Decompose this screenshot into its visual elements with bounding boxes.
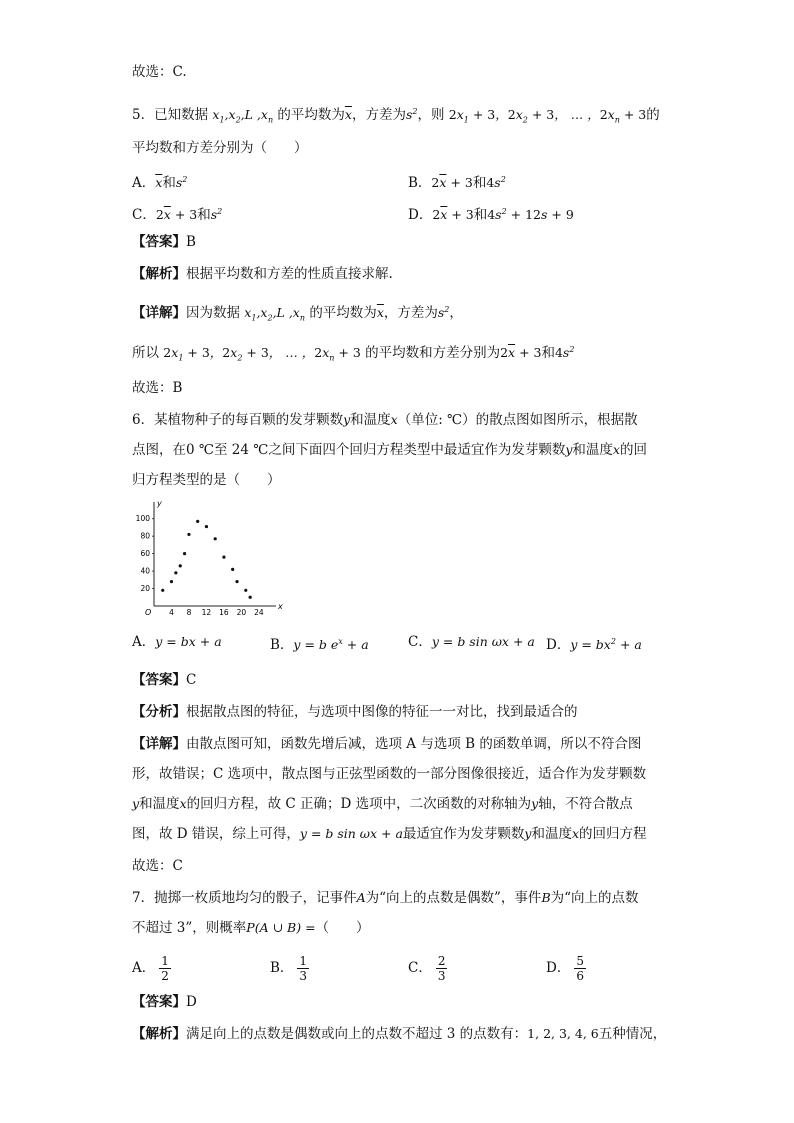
x-tick-label: 12 (201, 608, 212, 617)
y-axis-label: y (157, 499, 162, 508)
x-tick-label: 16 (219, 608, 229, 617)
scatter-point (196, 520, 199, 523)
q5-detail: 【详解】因为数据 $x_1,x_2,L$ $,x_n$ 的平均数为$\overline{x}$，方差为$s^2$， (132, 305, 463, 323)
y-tick-label: 40 (140, 566, 150, 576)
q4-choose: 故选：C. (132, 64, 187, 80)
scatter-point (244, 589, 247, 592)
y-tick-label: 100 (135, 514, 150, 524)
q7-answer: 【答案】D (132, 994, 197, 1010)
q6-stem-line3: 归方程类型的是（ ） (132, 472, 281, 488)
q6-detail-1: 【详解】由散点图可知，函数先增后减，选项 A 与选项 B 的函数单调，所以不符合图 (132, 736, 642, 752)
q5-answer: 【答案】B (132, 234, 196, 250)
scatter-point (205, 525, 208, 528)
y-tick-label: 20 (140, 584, 150, 594)
x-tick-label: 20 (236, 608, 247, 617)
q6-option-a: A．y = bx + a (132, 634, 222, 650)
q6-choose: 故选：C (132, 858, 183, 874)
x-axis-label: x (278, 602, 283, 611)
scatter-point (249, 596, 252, 599)
scatter-point (183, 552, 186, 555)
q5-option-b: B．$2\overline{x} + 3$和$4s^2$ (408, 175, 506, 192)
q7-stem-line2: 不超过 3”，则概率P(A ∪ B) =（ ） (132, 920, 370, 936)
scatter-point (161, 589, 164, 592)
scatter-point (179, 564, 182, 567)
q6-detail-4: 图，故 D 错误，综上可得，y = b sin ωx + a最适宜作为发芽颗数y和温度x的回归方程 (132, 826, 647, 842)
q6-stem-line2: 点图，在0 ℃至 24 ℃之间下面四个回归方程类型中最适宜作为发芽颗数y和温度x的回 (132, 442, 647, 458)
q6-option-b: B．y = b $e^x + a$ (270, 637, 369, 654)
q6-analysis: 【分析】根据散点图的特征，与选项中图像的特征一一对比，找到最适合的 (132, 704, 578, 720)
q7-stem-line1: 7．抛掷一枚质地均匀的骰子，记事件A为“向上的点数是偶数”，事件B为“向上的点数 (132, 890, 639, 906)
x-tick-label: 24 (254, 608, 264, 617)
q6-option-c: C．y = b sin ωx + a (408, 634, 535, 650)
y-tick-label: 80 (140, 531, 150, 541)
q5-stem-line1: 5．已知数据 $x_1,x_2,L$ $,x_n$ 的平均数为$\overline{x}$，方差为$s^2$，则 $2x_1 + 3$，$2x_2 + 3$， … ，$2x_n + 3$的 (132, 107, 660, 125)
q5-option-c: C．$2\overline{x} + 3$和$s^2$ (132, 207, 223, 224)
q5-option-d: D．$2\overline{x} + 3$和$4s^2 + 12s + 9$ (408, 207, 574, 224)
math-data-list: $x_1,x_2,L$ $,x_n$ (212, 107, 274, 125)
q6-stem-line1: 6．某植物种子的每百颗的发芽颗数y和温度x（单位: ℃）的散点图如图所示，根据散 (132, 412, 638, 428)
q7-option-d: D． $\frac{5}{6}$ (546, 954, 584, 983)
x-tick-label: 8 (186, 608, 192, 617)
q4-choose-line (132, 62, 187, 82)
q5-conclusion: 所以 $2x_1 + 3$，$2x_2 + 3$， … ，$2x_n + 3$ 的平均数和方差分别为$2\overline{x} + 3$和$4s^2$ (132, 345, 575, 363)
scatter-point (235, 580, 238, 583)
q5-choose: 故选：B (132, 380, 183, 396)
scatter-plot (122, 500, 282, 620)
scatter-point (174, 571, 177, 574)
x-tick-label: 4 (169, 608, 174, 617)
scatter-point (222, 556, 225, 559)
scatter-point (231, 568, 234, 571)
q6-detail-3: y和温度x的回归方程，故 C 正确；D 选项中，二次函数的对称轴为y轴，不符合散点 (132, 796, 633, 812)
scatter-point (170, 580, 173, 583)
q6-option-d: D．$y = bx^2 + a$ (546, 637, 642, 654)
q7-option-b: B． $\frac{1}{3}$ (270, 954, 308, 983)
q5-option-a: A．$\overline{x}$和$s^2$ (132, 175, 188, 192)
q6-detail-2: 形，故错误；C 选项中，散点图与正弦型函数的一部分图像很接近，适合作为发芽颗数 (132, 766, 647, 782)
y-tick-label: 60 (140, 549, 150, 559)
q5-analysis: 【解析】根据平均数和方差的性质直接求解. (132, 266, 393, 282)
q5-stem-line2: 平均数和方差分别为（ ） (132, 140, 308, 156)
scatter-point (187, 533, 190, 536)
q6-answer: 【答案】C (132, 672, 197, 688)
q7-option-a: A． $\frac{1}{2}$ (132, 954, 169, 983)
q7-analysis: 【解析】满足向上的点数是偶数或向上的点数不超过 3 的点数有：1, 2, 3, 4, 6五种情况， (132, 1026, 667, 1042)
scatter-point (214, 537, 217, 540)
origin-label: O (145, 608, 152, 617)
q7-option-c: C． $\frac{2}{3}$ (408, 954, 446, 983)
